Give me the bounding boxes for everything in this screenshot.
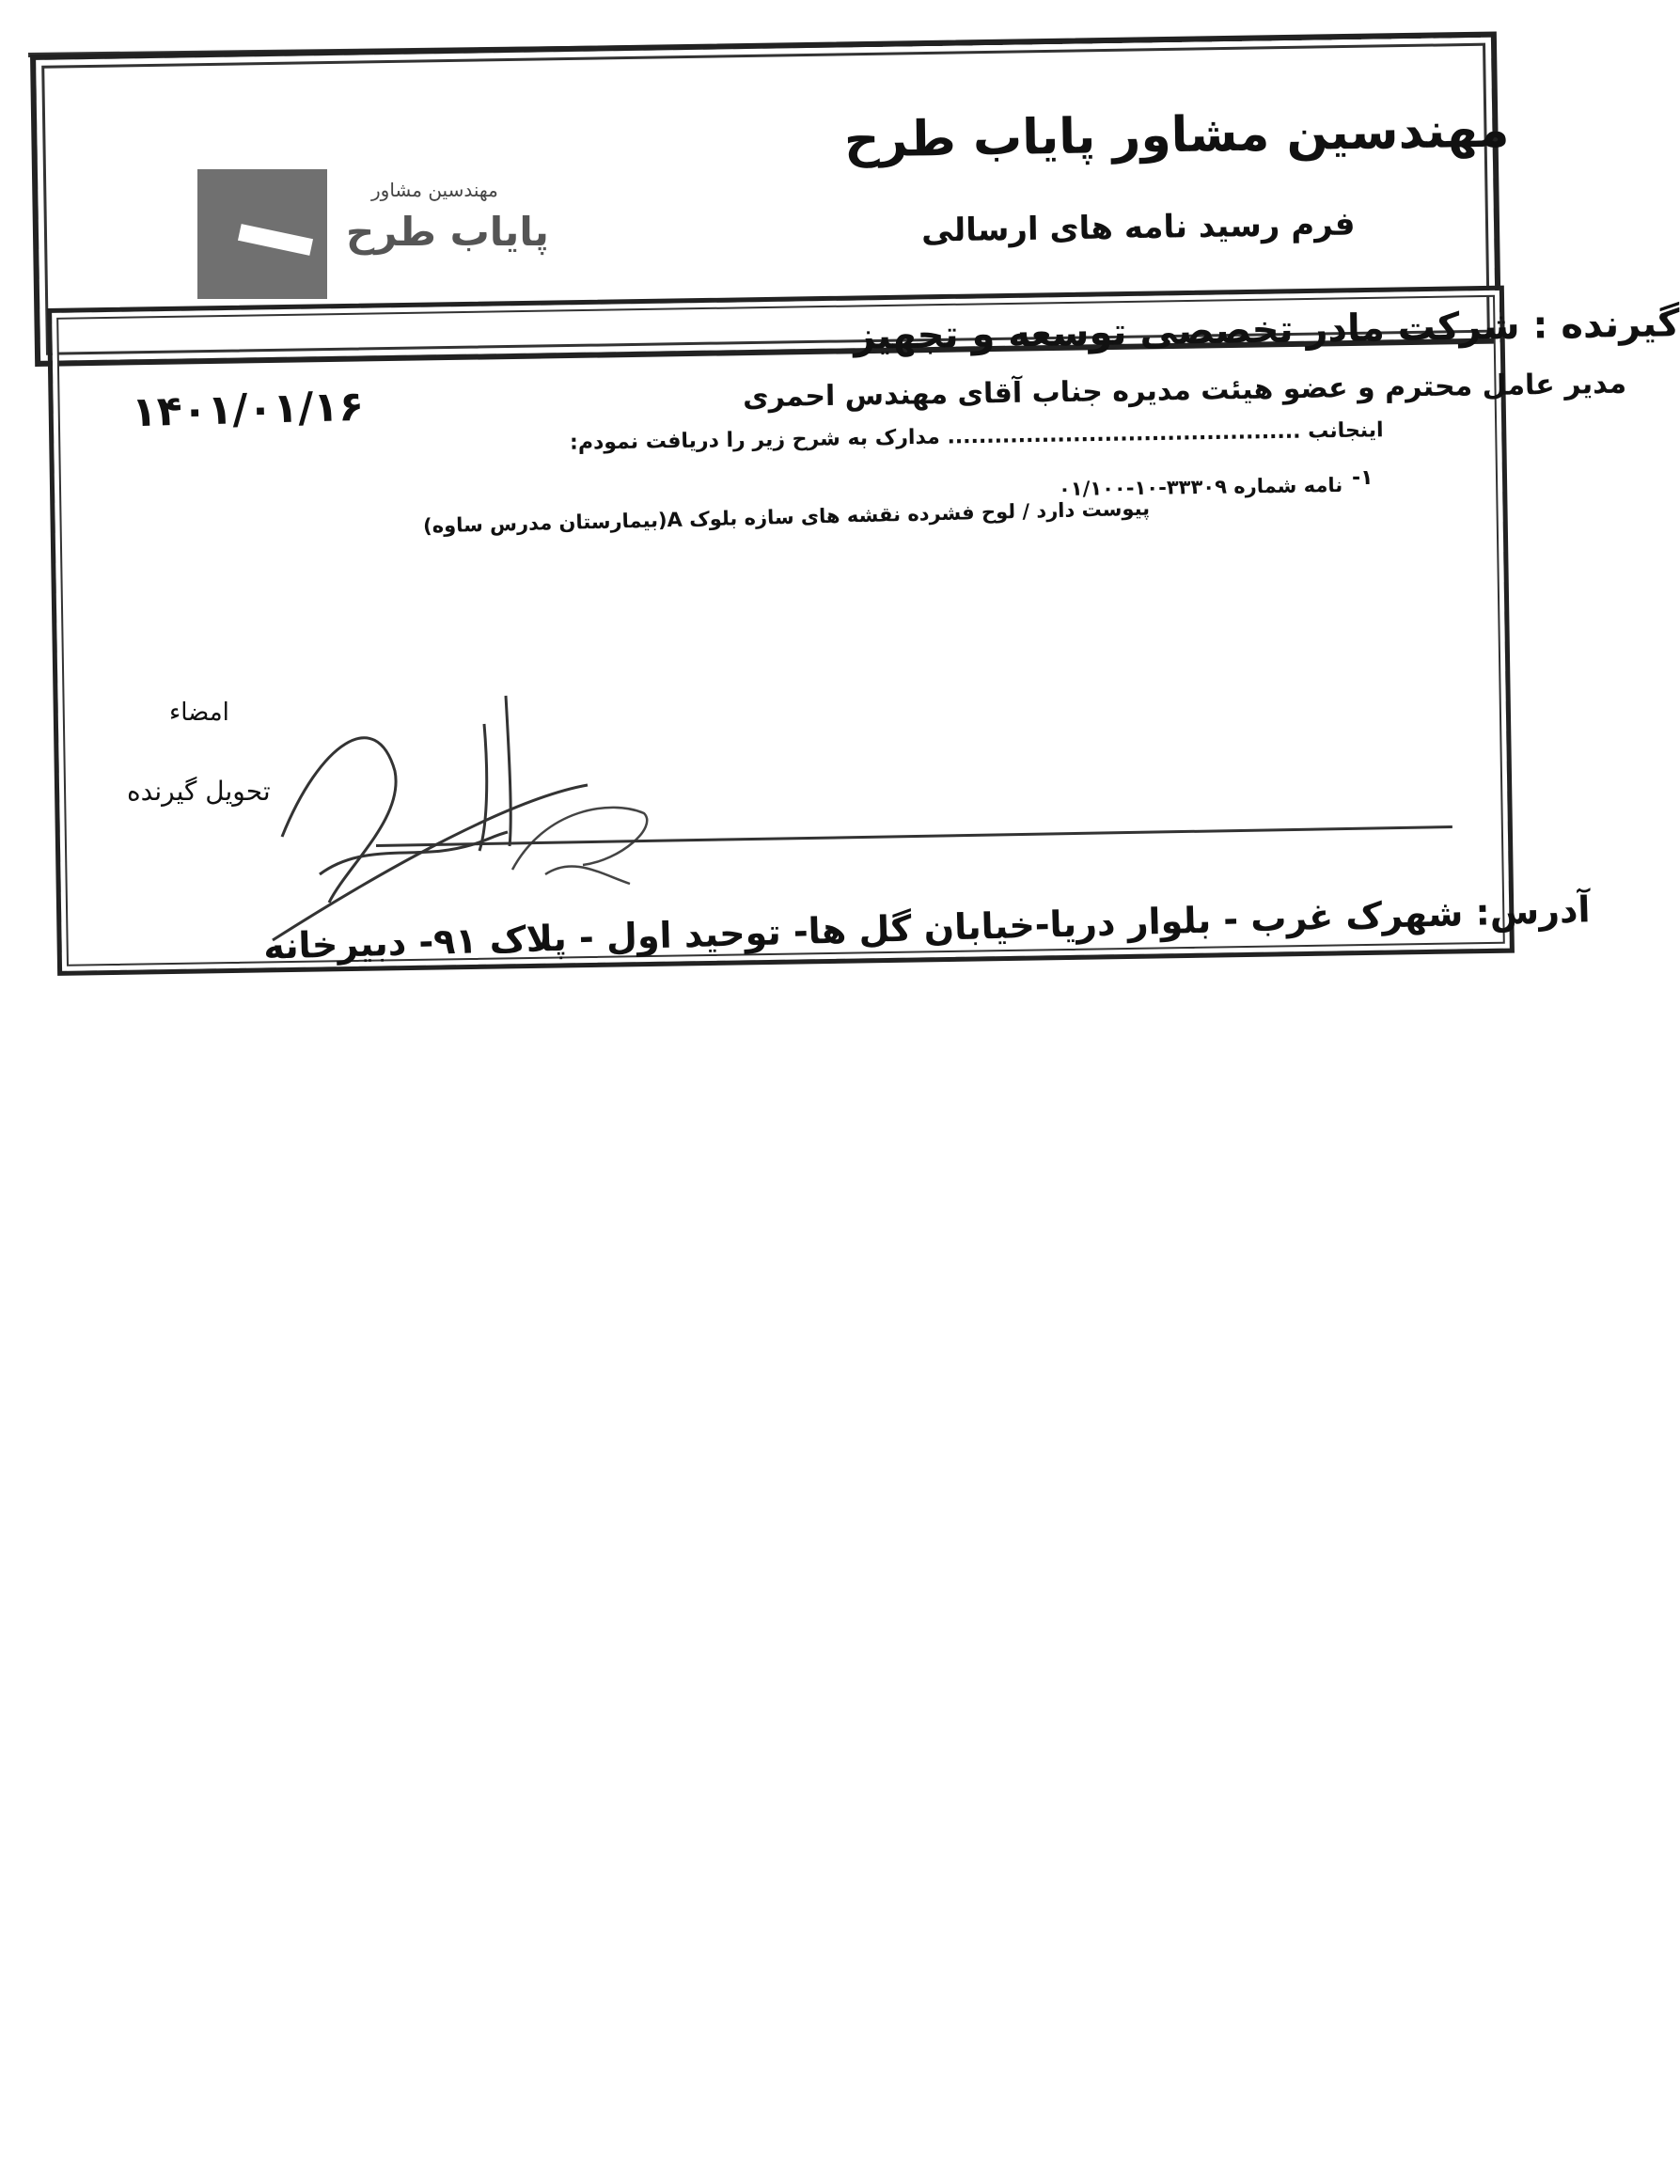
sign-label: امضاء xyxy=(169,699,229,727)
recipient-line: گیرنده : شرکت مادر تخصصی توسعه و تجهیز xyxy=(853,302,1680,358)
company-logo-icon xyxy=(197,169,327,299)
address-text: آدرس: شهرک غرب - بلوار دریا-خیابان گل ها- توحید اول - پلاک ۹۱- دبیرخانه xyxy=(262,888,1592,967)
receipt-intro: اینجانب ............................................. مدارک به شرح زیر را دریافت نمودم: xyxy=(569,418,1384,455)
receiver-label: تحویل گیرنده xyxy=(127,776,271,807)
item-number: ۱- xyxy=(1352,466,1374,490)
company-title: مهندسین مشاور پایاب طرح xyxy=(843,102,1510,169)
scanned-receipt-form xyxy=(0,0,1680,1044)
item-attachment: پیوست دارد / لوح فشرده نقشه های سازه بلوک A(بیمارستان مدرس ساوه) xyxy=(422,496,1151,538)
letter-date: ۱۴۰۱/۰۱/۱۶ xyxy=(131,382,365,437)
logo-text-small: مهندسین مشاور xyxy=(371,179,498,201)
logo-text-large: پایاب طرح xyxy=(346,209,549,255)
recipient-position: مدیر عامل محترم و عضو هیئت مدیره جناب آقای مهندس احمری xyxy=(742,367,1627,415)
form-title: فرم رسید نامه های ارسالی xyxy=(920,205,1356,250)
item-letter-number: نامه شماره ۳۳۳۰۹-۱۰-۰۱/۱۰۰ xyxy=(1058,473,1343,501)
